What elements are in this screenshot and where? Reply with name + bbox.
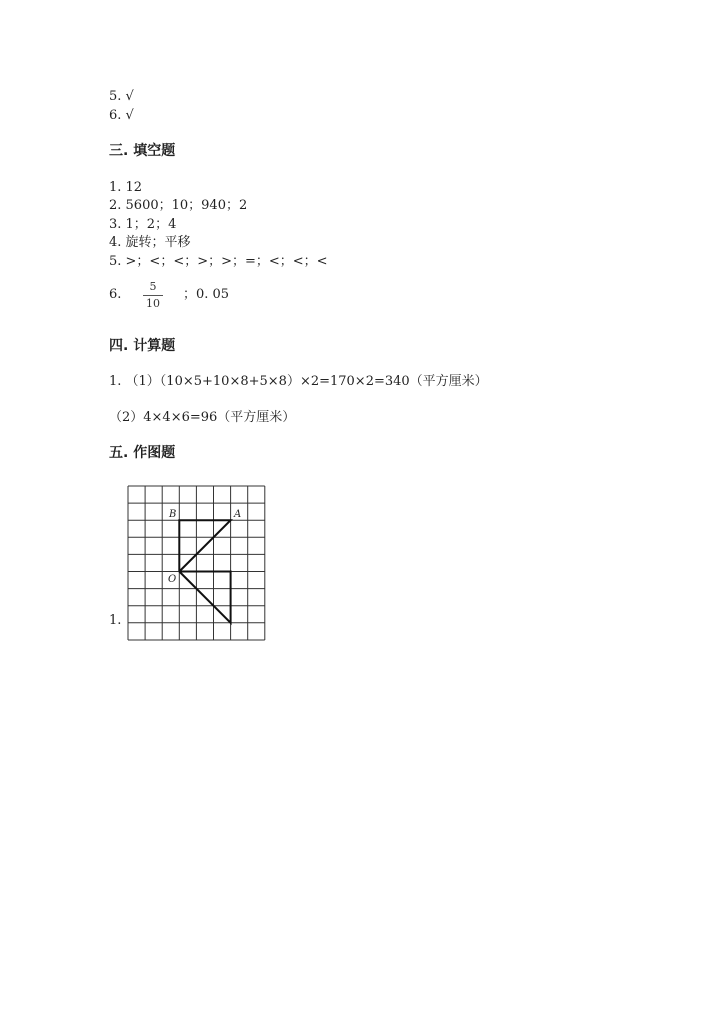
fill-answer-2: 2. 5600；10；940；2 bbox=[109, 198, 248, 213]
fraction bbox=[143, 281, 163, 310]
fraction-numerator: 5 bbox=[149, 280, 157, 293]
grid-lines bbox=[128, 486, 265, 640]
drawing-answer-1-label: 1. bbox=[109, 613, 122, 628]
fill-answer-3: 3. 1；2；4 bbox=[109, 217, 177, 232]
calc-answer-1-part-2: （2）4×4×6=96（平方厘米） bbox=[109, 410, 296, 425]
section-heading-calculation: 四. 计算题 bbox=[109, 338, 176, 354]
section-heading-fill-blank: 三. 填空题 bbox=[109, 143, 176, 159]
section-heading-drawing: 五. 作图题 bbox=[109, 445, 176, 461]
grid-figure bbox=[127, 485, 267, 641]
figure-bottom-shape bbox=[179, 572, 230, 623]
fill-answer-1: 1. 12 bbox=[109, 180, 143, 195]
fraction-bar bbox=[143, 295, 163, 296]
fill-answer-4: 4. 旋转；平移 bbox=[109, 235, 191, 250]
point-label-o: O bbox=[168, 574, 177, 585]
fraction-denominator: 10 bbox=[146, 297, 160, 310]
fill-answer-6-prefix: 6. bbox=[109, 287, 122, 302]
answer-5: 5. √ bbox=[109, 89, 134, 104]
fill-answer-5: 5. >；<；<；>；>；=；<；<；< bbox=[109, 254, 328, 269]
fill-answer-6-suffix: ；0. 05 bbox=[183, 287, 230, 302]
point-label-a: A bbox=[234, 509, 242, 520]
figure-top-shape bbox=[179, 520, 230, 571]
calc-answer-1-part-1: 1. （1）（10×5+10×8+5×8）×2=170×2=340（平方厘米） bbox=[109, 374, 488, 389]
answer-6: 6. √ bbox=[109, 108, 134, 123]
point-label-b: B bbox=[169, 509, 177, 520]
